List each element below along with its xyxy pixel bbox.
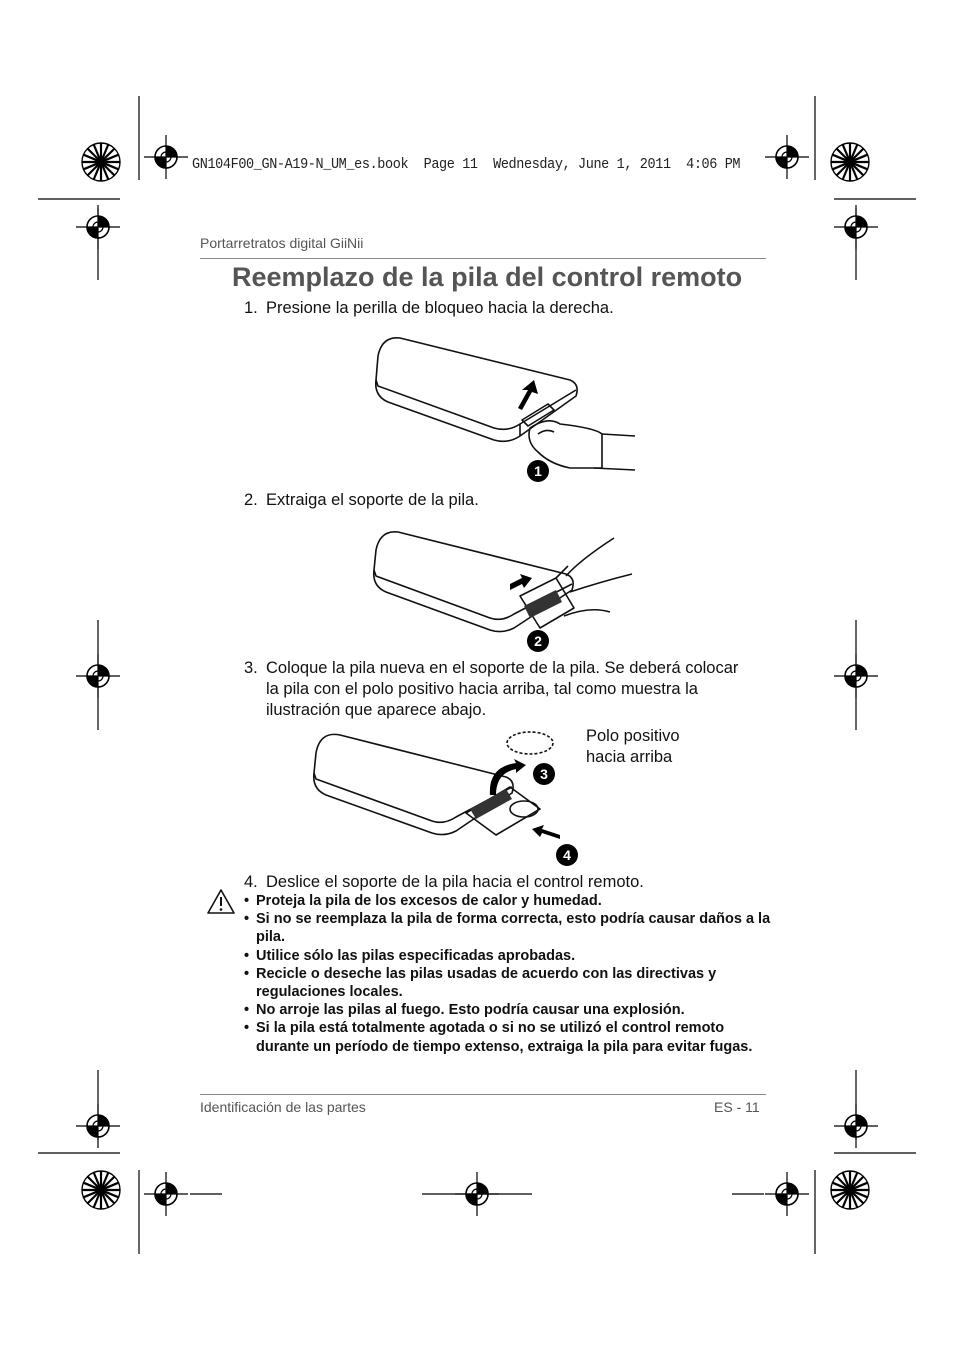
warning-item: • No arroje las pilas al fuego. Esto podría causar una explosión. (244, 1001, 774, 1019)
warning-item: • Utilice sólo las pilas especificadas aprobadas. (244, 947, 774, 965)
step-marker-3: 3 (540, 766, 548, 782)
caption-line-1: Polo positivo (586, 727, 680, 745)
warning-icon (206, 888, 236, 916)
warning-item: • Proteja la pila de los excesos de calor y humedad. (244, 892, 774, 910)
step-text: Extraiga el soporte de la pila. (266, 491, 479, 509)
print-header: GN104F00_GN-A19-N_UM_es.book Page 11 Wednesday, June 1, 2011 4:06 PM (192, 157, 741, 173)
figure-caption (586, 726, 680, 768)
warning-item: • Si no se reemplaza la pila de forma correcta, esto podría causar daños a la pila. (244, 910, 774, 946)
step-marker-2: 2 (534, 633, 542, 649)
page-number: ES - 11 (714, 1099, 760, 1115)
warning-item: • Recicle o deseche las pilas usadas de acuerdo con las directivas y regulaciones locales. (244, 965, 774, 1001)
running-head: Portarretratos digital GiiNii (200, 235, 364, 251)
illustration-unlock (370, 328, 645, 488)
step-marker-1: 1 (534, 463, 542, 479)
step-marker-4: 4 (563, 847, 571, 863)
footer-rule (200, 1094, 766, 1095)
step-number: 3. (244, 659, 258, 677)
step-number: 1. (244, 299, 258, 317)
step-number: 2. (244, 491, 258, 509)
step-text: Coloque la pila nueva en el soporte de la pila. Se deberá colocar la pila con el polo positivo hacia arriba, tal como muestra la ilustración que aparece abajo. (266, 659, 739, 719)
page-title: Reemplazo de la pila del control remoto (232, 262, 743, 292)
illustration-insert-battery (310, 725, 585, 870)
warning-item: • Si la pila está totalmente agotada o si no se utilizó el control remoto durante un período de tiempo extenso, extraiga la pila para evitar fugas. (244, 1019, 774, 1055)
step-text: Deslice el soporte de la pila hacia el control remoto. (266, 873, 644, 891)
caption-line-2: hacia arriba (586, 748, 673, 766)
step-text: Presione la perilla de bloqueo hacia la derecha. (266, 299, 614, 317)
header-rule (200, 258, 766, 259)
illustration-extract (370, 520, 645, 660)
warning-list (244, 892, 774, 1056)
footer-section: Identificación de las partes (200, 1099, 366, 1115)
step-number: 4. (244, 873, 258, 891)
